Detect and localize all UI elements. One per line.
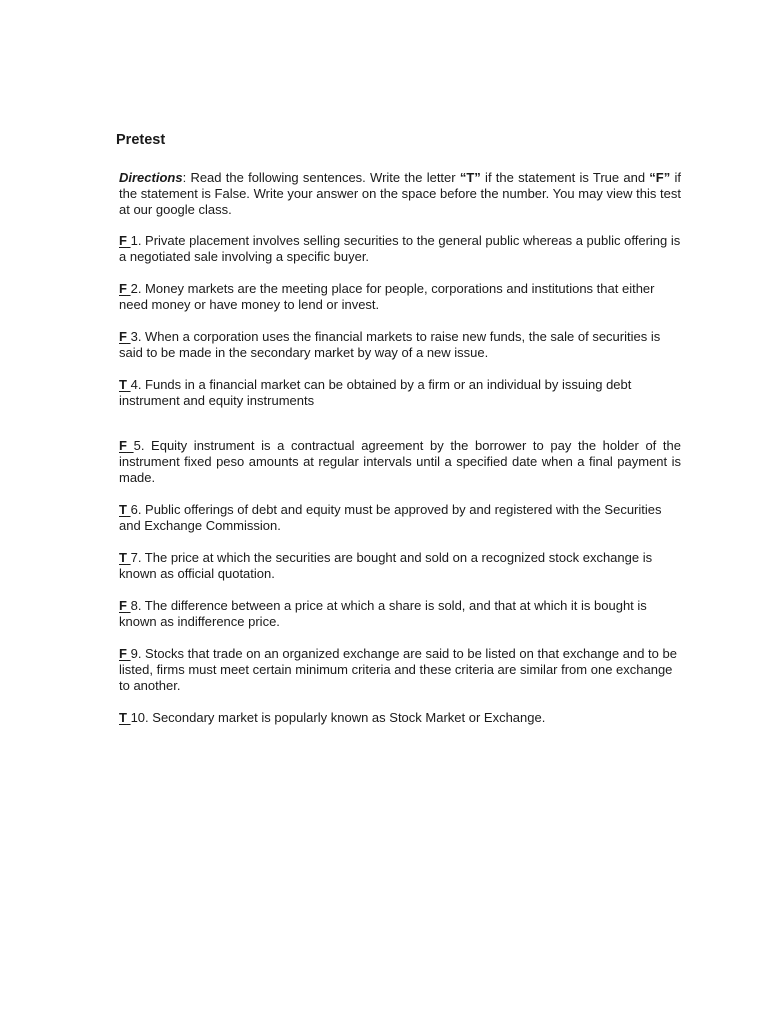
answer-4: T [119, 377, 127, 392]
answer-1: F [119, 233, 127, 248]
question-item-6 [119, 502, 681, 534]
answer-5: F [119, 438, 127, 453]
answer-10: T [119, 710, 127, 725]
answer-9: F [119, 646, 127, 661]
question-text-1: . Private placement involves selling securities to the general public whereas a public offering is a negotiated sale involving a specific buyer. [119, 233, 681, 264]
question-text-7: . The price at which the securities are bought and sold on a recognized stock exchange is known as official quotation. [119, 550, 653, 581]
question-number-9: 9 [130, 646, 138, 661]
question-item-2 [119, 281, 681, 313]
true-key: “T” [459, 170, 481, 185]
pretest-content [119, 170, 681, 742]
answer-3: F [119, 329, 127, 344]
answer-6: T [119, 502, 127, 517]
answer-blank-5 [127, 438, 134, 453]
question-item-9 [119, 646, 681, 694]
question-number-2: 2 [130, 281, 138, 296]
question-item-7 [119, 550, 681, 582]
question-number-3: 3 [130, 329, 138, 344]
question-text-10: . Secondary market is popularly known as Stock Market or Exchange. [145, 710, 546, 725]
question-text-2: . Money markets are the meeting place for people, corporations and institutions that either need money or have money to lend or invest. [119, 281, 655, 312]
question-number-7: 7 [130, 550, 138, 565]
question-text-9: . Stocks that trade on an organized exchange are said to be listed on that exchange and to be listed, firms must meet certain minimum criteria and these criteria are similar from one exchange to another. [119, 646, 677, 693]
question-item-1 [119, 233, 681, 265]
question-number-1: 1 [130, 233, 138, 248]
question-number-10: 10 [130, 710, 146, 725]
false-key: “F” [649, 170, 671, 185]
question-item-3 [119, 329, 681, 361]
question-number-4: 4 [130, 377, 138, 392]
directions-text-b: if the statement is True and [480, 170, 650, 185]
directions-label: Directions [119, 170, 183, 185]
page-title: Pretest [116, 132, 166, 148]
answer-2: F [119, 281, 127, 296]
question-item-5 [119, 438, 681, 486]
question-number-8: 8 [130, 598, 138, 613]
question-item-4 [119, 377, 681, 409]
answer-7: T [119, 550, 127, 565]
directions-text-a: : Read the following sentences. Write the letter [182, 170, 460, 185]
question-text-8: . The difference between a price at which a share is sold, and that at which it is bought is known as indifference price. [119, 598, 647, 629]
question-number-5: 5 [133, 438, 141, 453]
question-text-5: . Equity instrument is a contractual agreement by the borrower to pay the holder of the instrument fixed peso amounts at regular intervals until a specified date when a final payment is made. [119, 438, 681, 485]
question-text-6: . Public offerings of debt and equity must be approved by and registered with the Securities and Exchange Commission. [119, 502, 662, 533]
directions-text-c: if the statement is False. Write your answer on the space before the number. You may view this test at our google class. [119, 170, 681, 217]
question-item-8 [119, 598, 681, 630]
directions-paragraph [119, 170, 681, 218]
question-number-6: 6 [130, 502, 138, 517]
question-text-4: . Funds in a financial market can be obtained by a firm or an individual by issuing debt instrument and equity instruments [119, 377, 632, 408]
answer-8: F [119, 598, 127, 613]
question-text-3: . When a corporation uses the financial markets to raise new funds, the sale of securities is said to be made in the secondary market by way of a new issue. [119, 329, 661, 360]
question-item-10 [119, 710, 681, 726]
